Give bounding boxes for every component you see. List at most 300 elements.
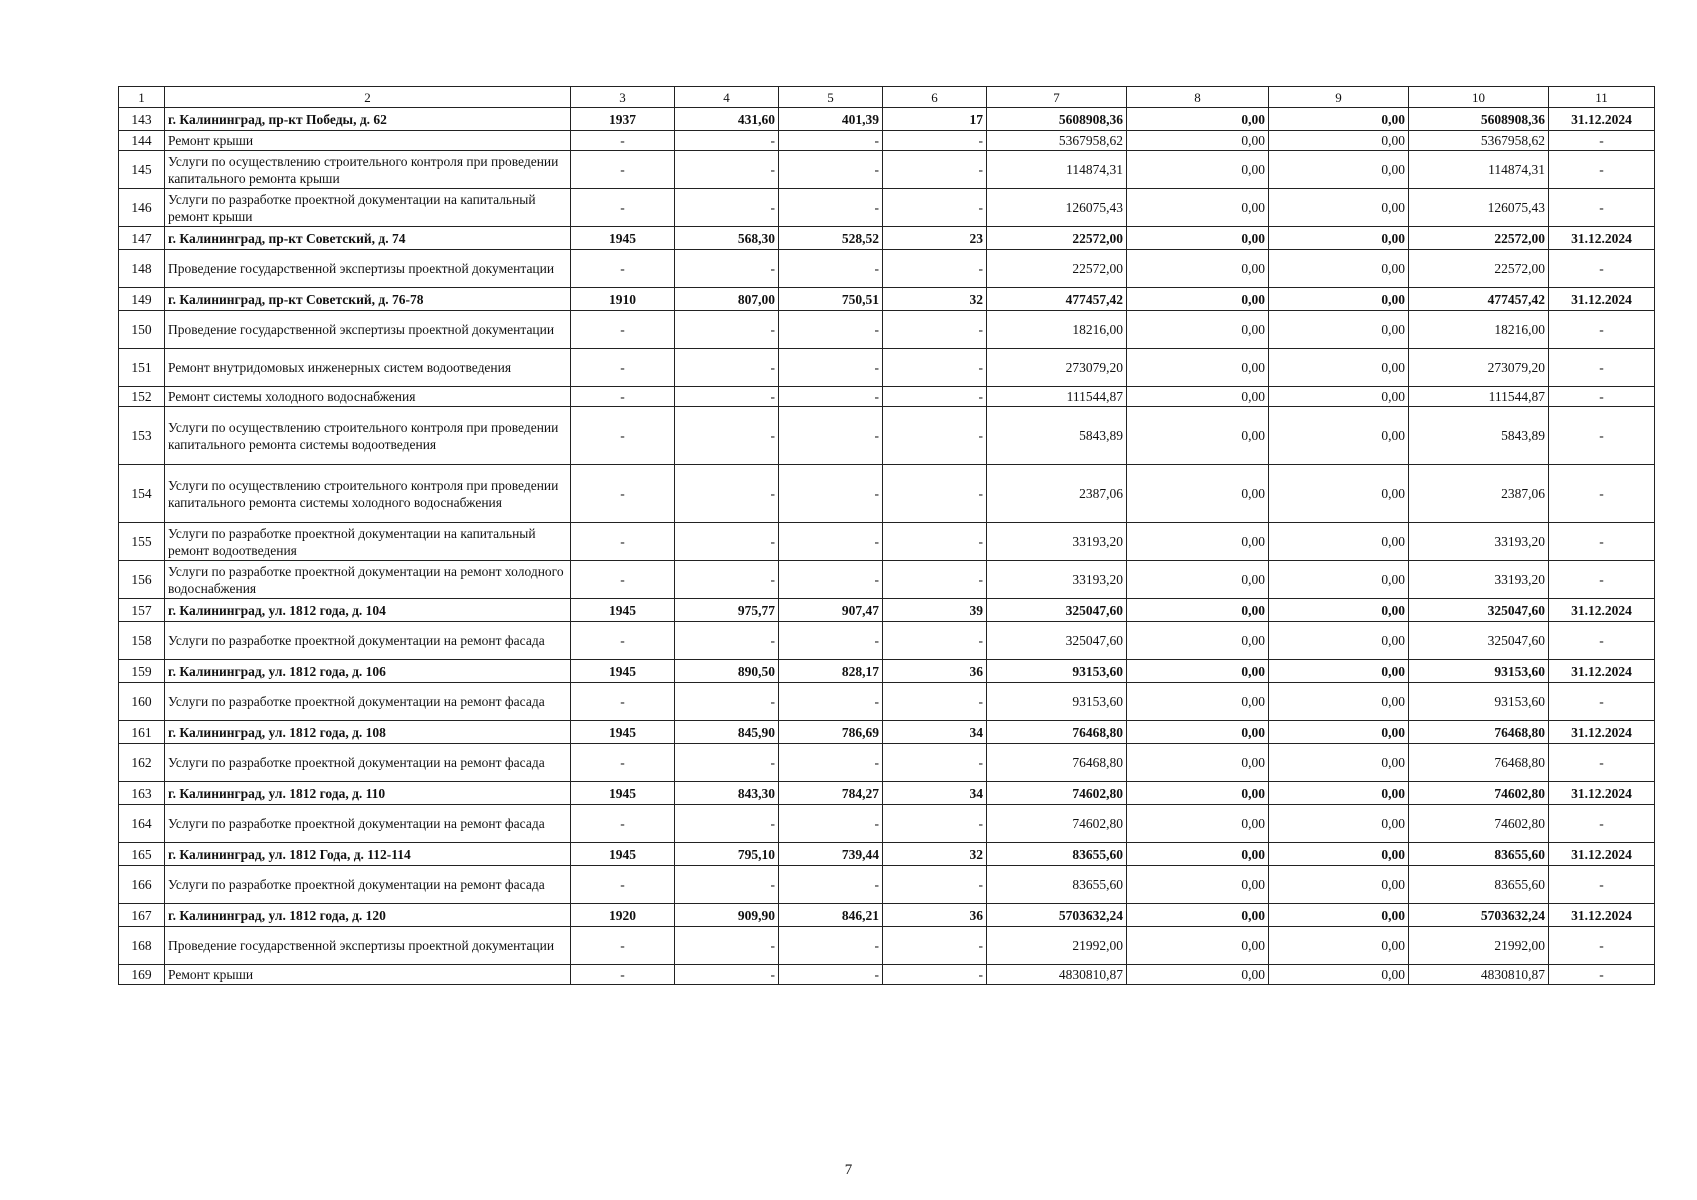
cost-fund-cell: 0,00	[1127, 151, 1269, 189]
area-total-cell: 807,00	[675, 288, 779, 311]
row-number-cell: 163	[119, 782, 165, 805]
area-total-cell: -	[675, 805, 779, 843]
residents-cell: -	[883, 387, 987, 407]
description-cell: г. Калининград, пр-кт Советский, д. 76-78	[165, 288, 571, 311]
table-row	[119, 866, 1655, 904]
cost-fund-cell: 0,00	[1127, 660, 1269, 683]
description-cell: Услуги по разработке проектной документации на ремонт холодного водоснабжения	[165, 561, 571, 599]
cost-total-cell: 22572,00	[987, 250, 1127, 288]
cost-total-cell: 5843,89	[987, 407, 1127, 465]
residents-cell: 34	[883, 782, 987, 805]
header-cell: 10	[1409, 87, 1549, 108]
row-number-cell: 146	[119, 189, 165, 227]
row-number-cell: 167	[119, 904, 165, 927]
cost-fund-cell: 0,00	[1127, 311, 1269, 349]
table-row	[119, 805, 1655, 843]
row-number-cell: 164	[119, 805, 165, 843]
year-cell: -	[571, 250, 675, 288]
deadline-cell: -	[1549, 927, 1655, 965]
deadline-cell: 31.12.2024	[1549, 599, 1655, 622]
year-cell: -	[571, 407, 675, 465]
cost-other-cell: 0,00	[1269, 927, 1409, 965]
table-row	[119, 151, 1655, 189]
description-cell: Ремонт системы холодного водоснабжения	[165, 387, 571, 407]
area-total-cell: 975,77	[675, 599, 779, 622]
area-living-cell: 750,51	[779, 288, 883, 311]
cost-fund-cell: 0,00	[1127, 782, 1269, 805]
cost-regional-cell: 74602,80	[1409, 782, 1549, 805]
address-row	[119, 288, 1655, 311]
cost-other-cell: 0,00	[1269, 311, 1409, 349]
description-cell: Проведение государственной экспертизы проектной документации	[165, 927, 571, 965]
residents-cell: 17	[883, 108, 987, 131]
cost-fund-cell: 0,00	[1127, 288, 1269, 311]
area-living-cell: -	[779, 151, 883, 189]
year-cell: -	[571, 311, 675, 349]
residents-cell: -	[883, 744, 987, 782]
residents-cell: -	[883, 131, 987, 151]
cost-total-cell: 83655,60	[987, 843, 1127, 866]
area-living-cell: -	[779, 387, 883, 407]
cost-fund-cell: 0,00	[1127, 805, 1269, 843]
cost-fund-cell: 0,00	[1127, 407, 1269, 465]
cost-total-cell: 21992,00	[987, 927, 1127, 965]
area-living-cell: 846,21	[779, 904, 883, 927]
description-cell: Услуги по осуществлению строительного контроля при проведении капитального ремонта системы водоотведения	[165, 407, 571, 465]
cost-total-cell: 126075,43	[987, 189, 1127, 227]
area-total-cell: 845,90	[675, 721, 779, 744]
cost-other-cell: 0,00	[1269, 131, 1409, 151]
cost-regional-cell: 5843,89	[1409, 407, 1549, 465]
header-cell: 6	[883, 87, 987, 108]
deadline-cell: -	[1549, 744, 1655, 782]
area-living-cell: -	[779, 561, 883, 599]
row-number-cell: 169	[119, 965, 165, 985]
cost-total-cell: 4830810,87	[987, 965, 1127, 985]
deadline-cell: 31.12.2024	[1549, 721, 1655, 744]
cost-other-cell: 0,00	[1269, 866, 1409, 904]
deadline-cell: 31.12.2024	[1549, 227, 1655, 250]
row-number-cell: 168	[119, 927, 165, 965]
cost-other-cell: 0,00	[1269, 782, 1409, 805]
deadline-cell: -	[1549, 250, 1655, 288]
area-living-cell: 739,44	[779, 843, 883, 866]
cost-other-cell: 0,00	[1269, 660, 1409, 683]
description-cell: г. Калининград, пр-кт Советский, д. 74	[165, 227, 571, 250]
cost-fund-cell: 0,00	[1127, 131, 1269, 151]
description-cell: Услуги по разработке проектной документации на ремонт фасада	[165, 622, 571, 660]
year-cell: -	[571, 805, 675, 843]
cost-other-cell: 0,00	[1269, 599, 1409, 622]
area-living-cell: 401,39	[779, 108, 883, 131]
cost-total-cell: 5608908,36	[987, 108, 1127, 131]
area-living-cell: -	[779, 407, 883, 465]
cost-other-cell: 0,00	[1269, 904, 1409, 927]
address-row	[119, 108, 1655, 131]
cost-total-cell: 76468,80	[987, 744, 1127, 782]
cost-total-cell: 325047,60	[987, 622, 1127, 660]
cost-fund-cell: 0,00	[1127, 189, 1269, 227]
cost-fund-cell: 0,00	[1127, 904, 1269, 927]
area-total-cell: -	[675, 151, 779, 189]
cost-fund-cell: 0,00	[1127, 927, 1269, 965]
header-cell: 4	[675, 87, 779, 108]
cost-total-cell: 2387,06	[987, 465, 1127, 523]
area-living-cell: -	[779, 683, 883, 721]
document-sheet	[118, 86, 1654, 985]
deadline-cell: 31.12.2024	[1549, 660, 1655, 683]
area-total-cell: -	[675, 465, 779, 523]
cost-fund-cell: 0,00	[1127, 349, 1269, 387]
row-number-cell: 149	[119, 288, 165, 311]
residents-cell: -	[883, 151, 987, 189]
cost-regional-cell: 325047,60	[1409, 622, 1549, 660]
cost-fund-cell: 0,00	[1127, 622, 1269, 660]
description-cell: Услуги по разработке проектной документации на капитальный ремонт крыши	[165, 189, 571, 227]
residents-cell: -	[883, 866, 987, 904]
year-cell: -	[571, 927, 675, 965]
cost-total-cell: 5703632,24	[987, 904, 1127, 927]
table-row	[119, 189, 1655, 227]
year-cell: 1920	[571, 904, 675, 927]
residents-cell: -	[883, 805, 987, 843]
cost-other-cell: 0,00	[1269, 683, 1409, 721]
cost-fund-cell: 0,00	[1127, 108, 1269, 131]
cost-other-cell: 0,00	[1269, 622, 1409, 660]
page-number: 7	[844, 1162, 853, 1178]
deadline-cell: 31.12.2024	[1549, 288, 1655, 311]
table-row	[119, 744, 1655, 782]
residents-cell: -	[883, 189, 987, 227]
cost-regional-cell: 5703632,24	[1409, 904, 1549, 927]
cost-regional-cell: 93153,60	[1409, 660, 1549, 683]
header-cell: 7	[987, 87, 1127, 108]
deadline-cell: -	[1549, 805, 1655, 843]
table-row	[119, 523, 1655, 561]
cost-total-cell: 74602,80	[987, 782, 1127, 805]
area-living-cell: 828,17	[779, 660, 883, 683]
cost-fund-cell: 0,00	[1127, 866, 1269, 904]
cost-total-cell: 325047,60	[987, 599, 1127, 622]
address-row	[119, 782, 1655, 805]
area-total-cell: -	[675, 866, 779, 904]
cost-total-cell: 93153,60	[987, 683, 1127, 721]
cost-regional-cell: 5367958,62	[1409, 131, 1549, 151]
cost-fund-cell: 0,00	[1127, 683, 1269, 721]
residents-cell: -	[883, 622, 987, 660]
cost-fund-cell: 0,00	[1127, 965, 1269, 985]
header-cell: 2	[165, 87, 571, 108]
cost-other-cell: 0,00	[1269, 744, 1409, 782]
row-number-cell: 162	[119, 744, 165, 782]
area-living-cell: -	[779, 189, 883, 227]
cost-other-cell: 0,00	[1269, 189, 1409, 227]
description-cell: Услуги по осуществлению строительного контроля при проведении капитального ремонта крыши	[165, 151, 571, 189]
cost-fund-cell: 0,00	[1127, 843, 1269, 866]
deadline-cell: 31.12.2024	[1549, 904, 1655, 927]
cost-total-cell: 111544,87	[987, 387, 1127, 407]
cost-regional-cell: 126075,43	[1409, 189, 1549, 227]
year-cell: -	[571, 965, 675, 985]
row-number-cell: 143	[119, 108, 165, 131]
deadline-cell: 31.12.2024	[1549, 108, 1655, 131]
address-row	[119, 599, 1655, 622]
cost-total-cell: 93153,60	[987, 660, 1127, 683]
description-cell: Услуги по осуществлению строительного контроля при проведении капитального ремонта системы холодного водоснабжения	[165, 465, 571, 523]
cost-regional-cell: 2387,06	[1409, 465, 1549, 523]
deadline-cell: -	[1549, 407, 1655, 465]
table-row	[119, 131, 1655, 151]
cost-total-cell: 5367958,62	[987, 131, 1127, 151]
row-number-cell: 148	[119, 250, 165, 288]
cost-other-cell: 0,00	[1269, 805, 1409, 843]
capital-repair-table	[118, 86, 1655, 985]
cost-regional-cell: 93153,60	[1409, 683, 1549, 721]
year-cell: -	[571, 189, 675, 227]
cost-other-cell: 0,00	[1269, 465, 1409, 523]
deadline-cell: -	[1549, 151, 1655, 189]
area-total-cell: -	[675, 744, 779, 782]
year-cell: -	[571, 622, 675, 660]
cost-other-cell: 0,00	[1269, 250, 1409, 288]
cost-total-cell: 22572,00	[987, 227, 1127, 250]
deadline-cell: -	[1549, 189, 1655, 227]
residents-cell: -	[883, 965, 987, 985]
area-living-cell: 907,47	[779, 599, 883, 622]
table-row	[119, 250, 1655, 288]
year-cell: -	[571, 523, 675, 561]
residents-cell: -	[883, 927, 987, 965]
table-row	[119, 965, 1655, 985]
address-row	[119, 721, 1655, 744]
cost-total-cell: 74602,80	[987, 805, 1127, 843]
residents-cell: 36	[883, 660, 987, 683]
cost-total-cell: 273079,20	[987, 349, 1127, 387]
row-number-cell: 153	[119, 407, 165, 465]
description-cell: г. Калининград, ул. 1812 года, д. 108	[165, 721, 571, 744]
cost-regional-cell: 111544,87	[1409, 387, 1549, 407]
description-cell: Услуги по разработке проектной документации на ремонт фасада	[165, 744, 571, 782]
area-total-cell: -	[675, 965, 779, 985]
cost-other-cell: 0,00	[1269, 227, 1409, 250]
description-cell: Услуги по разработке проектной документации на ремонт фасада	[165, 683, 571, 721]
description-cell: Проведение государственной экспертизы проектной документации	[165, 311, 571, 349]
deadline-cell: -	[1549, 387, 1655, 407]
cost-other-cell: 0,00	[1269, 151, 1409, 189]
year-cell: -	[571, 151, 675, 189]
cost-regional-cell: 114874,31	[1409, 151, 1549, 189]
cost-fund-cell: 0,00	[1127, 561, 1269, 599]
year-cell: 1910	[571, 288, 675, 311]
cost-regional-cell: 83655,60	[1409, 843, 1549, 866]
description-cell: Услуги по разработке проектной документации на ремонт фасада	[165, 866, 571, 904]
cost-fund-cell: 0,00	[1127, 387, 1269, 407]
area-total-cell: -	[675, 523, 779, 561]
cost-regional-cell: 74602,80	[1409, 805, 1549, 843]
area-living-cell: -	[779, 349, 883, 387]
area-living-cell: 786,69	[779, 721, 883, 744]
area-total-cell: 431,60	[675, 108, 779, 131]
row-number-cell: 166	[119, 866, 165, 904]
deadline-cell: -	[1549, 523, 1655, 561]
row-number-cell: 151	[119, 349, 165, 387]
description-cell: Услуги по разработке проектной документации на капитальный ремонт водоотведения	[165, 523, 571, 561]
deadline-cell: -	[1549, 131, 1655, 151]
area-total-cell: -	[675, 407, 779, 465]
row-number-cell: 145	[119, 151, 165, 189]
cost-fund-cell: 0,00	[1127, 721, 1269, 744]
cost-regional-cell: 22572,00	[1409, 227, 1549, 250]
cost-regional-cell: 4830810,87	[1409, 965, 1549, 985]
year-cell: 1945	[571, 599, 675, 622]
cost-regional-cell: 325047,60	[1409, 599, 1549, 622]
area-living-cell: -	[779, 465, 883, 523]
area-total-cell: -	[675, 250, 779, 288]
year-cell: -	[571, 465, 675, 523]
area-total-cell: 843,30	[675, 782, 779, 805]
area-total-cell: -	[675, 561, 779, 599]
address-row	[119, 904, 1655, 927]
area-living-cell: -	[779, 311, 883, 349]
cost-total-cell: 33193,20	[987, 523, 1127, 561]
year-cell: -	[571, 866, 675, 904]
area-living-cell: -	[779, 965, 883, 985]
area-living-cell: -	[779, 622, 883, 660]
table-row	[119, 683, 1655, 721]
deadline-cell: -	[1549, 965, 1655, 985]
area-living-cell: -	[779, 744, 883, 782]
table-row	[119, 561, 1655, 599]
row-number-cell: 158	[119, 622, 165, 660]
area-total-cell: 890,50	[675, 660, 779, 683]
residents-cell: -	[883, 407, 987, 465]
row-number-cell: 160	[119, 683, 165, 721]
row-number-cell: 152	[119, 387, 165, 407]
area-total-cell: -	[675, 311, 779, 349]
deadline-cell: -	[1549, 683, 1655, 721]
residents-cell: -	[883, 523, 987, 561]
area-living-cell: -	[779, 250, 883, 288]
table-row	[119, 387, 1655, 407]
area-living-cell: -	[779, 927, 883, 965]
row-number-cell: 144	[119, 131, 165, 151]
cost-total-cell: 33193,20	[987, 561, 1127, 599]
area-total-cell: 909,90	[675, 904, 779, 927]
address-row	[119, 843, 1655, 866]
residents-cell: -	[883, 349, 987, 387]
residents-cell: -	[883, 311, 987, 349]
cost-regional-cell: 76468,80	[1409, 721, 1549, 744]
residents-cell: 36	[883, 904, 987, 927]
table-row	[119, 349, 1655, 387]
cost-total-cell: 18216,00	[987, 311, 1127, 349]
row-number-cell: 155	[119, 523, 165, 561]
residents-cell: -	[883, 250, 987, 288]
description-cell: г. Калининград, ул. 1812 Года, д. 112-114	[165, 843, 571, 866]
description-cell: Ремонт крыши	[165, 965, 571, 985]
table-row	[119, 622, 1655, 660]
year-cell: -	[571, 349, 675, 387]
header-cell: 11	[1549, 87, 1655, 108]
row-number-cell: 147	[119, 227, 165, 250]
cost-other-cell: 0,00	[1269, 387, 1409, 407]
deadline-cell: 31.12.2024	[1549, 843, 1655, 866]
description-cell: г. Калининград, ул. 1812 года, д. 120	[165, 904, 571, 927]
cost-regional-cell: 33193,20	[1409, 523, 1549, 561]
description-cell: г. Калининград, ул. 1812 года, д. 110	[165, 782, 571, 805]
table-body	[119, 87, 1655, 985]
cost-other-cell: 0,00	[1269, 523, 1409, 561]
cost-fund-cell: 0,00	[1127, 599, 1269, 622]
header-cell: 3	[571, 87, 675, 108]
area-living-cell: -	[779, 131, 883, 151]
table-row	[119, 465, 1655, 523]
cost-regional-cell: 5608908,36	[1409, 108, 1549, 131]
deadline-cell: 31.12.2024	[1549, 782, 1655, 805]
row-number-cell: 157	[119, 599, 165, 622]
area-total-cell: -	[675, 927, 779, 965]
row-number-cell: 159	[119, 660, 165, 683]
address-row	[119, 227, 1655, 250]
year-cell: -	[571, 744, 675, 782]
row-number-cell: 150	[119, 311, 165, 349]
residents-cell: -	[883, 561, 987, 599]
cost-other-cell: 0,00	[1269, 108, 1409, 131]
header-row	[119, 87, 1655, 108]
description-cell: Проведение государственной экспертизы проектной документации	[165, 250, 571, 288]
year-cell: -	[571, 561, 675, 599]
residents-cell: 32	[883, 843, 987, 866]
row-number-cell: 165	[119, 843, 165, 866]
description-cell: Ремонт внутридомовых инженерных систем водоотведения	[165, 349, 571, 387]
table-row	[119, 407, 1655, 465]
residents-cell: -	[883, 683, 987, 721]
description-cell: г. Калининград, ул. 1812 года, д. 104	[165, 599, 571, 622]
area-total-cell: -	[675, 387, 779, 407]
year-cell: 1945	[571, 721, 675, 744]
area-living-cell: -	[779, 523, 883, 561]
cost-other-cell: 0,00	[1269, 407, 1409, 465]
description-cell: Услуги по разработке проектной документации на ремонт фасада	[165, 805, 571, 843]
area-total-cell: 795,10	[675, 843, 779, 866]
header-cell: 9	[1269, 87, 1409, 108]
year-cell: -	[571, 131, 675, 151]
header-cell: 5	[779, 87, 883, 108]
year-cell: 1945	[571, 660, 675, 683]
cost-regional-cell: 21992,00	[1409, 927, 1549, 965]
address-row	[119, 660, 1655, 683]
cost-total-cell: 83655,60	[987, 866, 1127, 904]
year-cell: -	[571, 387, 675, 407]
year-cell: -	[571, 683, 675, 721]
cost-other-cell: 0,00	[1269, 721, 1409, 744]
residents-cell: 23	[883, 227, 987, 250]
header-cell: 1	[119, 87, 165, 108]
cost-fund-cell: 0,00	[1127, 744, 1269, 782]
cost-total-cell: 114874,31	[987, 151, 1127, 189]
area-total-cell: -	[675, 189, 779, 227]
area-total-cell: -	[675, 622, 779, 660]
description-cell: Ремонт крыши	[165, 131, 571, 151]
cost-total-cell: 477457,42	[987, 288, 1127, 311]
area-total-cell: -	[675, 683, 779, 721]
cost-fund-cell: 0,00	[1127, 227, 1269, 250]
area-total-cell: -	[675, 131, 779, 151]
area-total-cell: -	[675, 349, 779, 387]
cost-other-cell: 0,00	[1269, 843, 1409, 866]
year-cell: 1937	[571, 108, 675, 131]
description-cell: г. Калининград, ул. 1812 года, д. 106	[165, 660, 571, 683]
